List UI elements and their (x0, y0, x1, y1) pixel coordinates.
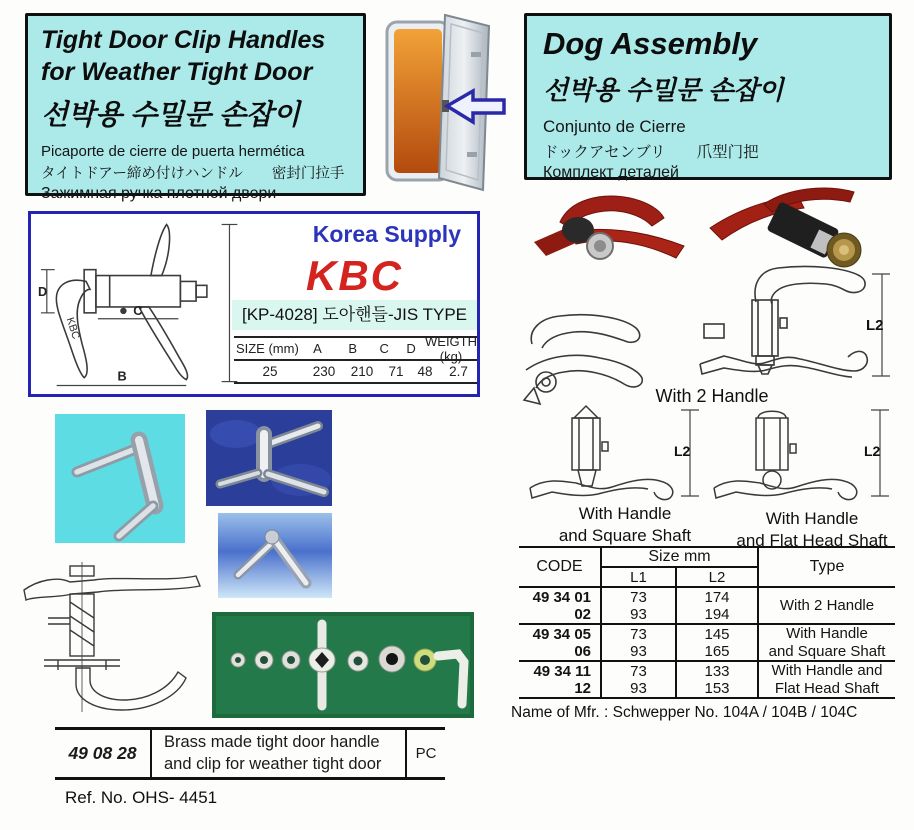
col-weight: WEIGTH (kg) (425, 333, 477, 364)
with-2-handle-drawing (694, 260, 896, 392)
table-row-l2 (677, 588, 759, 625)
table-row-code (519, 625, 602, 662)
product-photo-red-dog-1 (526, 186, 702, 270)
table-row-l1 (602, 625, 677, 662)
header-code: CODE (519, 548, 602, 588)
title-en: Dog Assembly (543, 26, 758, 61)
with-handle-flat-head-shaft-drawing (712, 404, 896, 504)
type-line2: Flat Head Shaft (774, 679, 880, 697)
title-japanese-chinese: ドックアセンブリ 爪型门把 (543, 144, 759, 161)
col-size-mm: SIZE (mm) (235, 341, 299, 356)
kbc-size-table-header (234, 333, 477, 364)
order-code-table (55, 727, 445, 780)
type-line2: and Square Shaft (768, 642, 886, 660)
val-size: 25 (262, 364, 278, 379)
model-number-strip: [KP-4028] 도아핸들-JIS TYPE (232, 300, 477, 330)
dim-label-d: D (37, 284, 48, 300)
description-line2: and clip for weather tight door (164, 754, 382, 773)
header-size-mm: Size mm (602, 548, 759, 568)
code-line2: 06 (574, 642, 591, 660)
title-en-line2: for Weather Tight Door (41, 57, 313, 86)
title-panel-clip-handles (25, 13, 366, 202)
l2-value2: 194 (704, 605, 730, 623)
clip-handle-dimension-drawing (37, 219, 255, 391)
title-korean: 선박용 수밀문 손잡이 (41, 99, 300, 130)
with-handle-square-shaft-drawing (526, 404, 706, 504)
title-russian: Зажимная ручка плотной двери (41, 185, 277, 202)
label-line1: With Handle (765, 509, 859, 528)
table-row-l2 (677, 662, 759, 699)
label-with-handle-square-shaft (540, 503, 710, 547)
l1-value2: 93 (630, 605, 647, 623)
kbc-size-table-row (234, 361, 477, 384)
col-c: C (379, 341, 389, 356)
product-photo-red-dog-2 (704, 182, 892, 272)
code-line1: 49 34 05 (532, 625, 591, 643)
dim-label-l2: L2 (674, 443, 691, 459)
handle-cross-section-drawing (18, 560, 208, 715)
door-hinge-bottom (467, 152, 477, 157)
kbc-supplier-box (28, 211, 480, 397)
col-b: B (348, 341, 357, 356)
type-line1: With Handle (786, 624, 868, 642)
table-row-l2 (677, 625, 759, 662)
table-row-l1 (602, 588, 677, 625)
door-hinge-top (471, 52, 481, 57)
table-row-code (519, 588, 602, 625)
handle-brand-engraving: KBC (63, 315, 82, 341)
l1-value2: 93 (630, 642, 647, 660)
title-spanish: Conjunto de Cierre (543, 117, 686, 136)
dim-label-l2: L2 (864, 443, 881, 459)
table-row-type (759, 625, 895, 662)
title-japanese-chinese: タイトドアー締め付けハンドル 密封门拉手 (41, 166, 345, 182)
product-photo-handle-cyan (55, 414, 185, 543)
order-unit: PC (415, 745, 437, 762)
code-line1: 49 34 01 (532, 588, 591, 606)
dim-label-c: C (133, 302, 143, 318)
val-a: 230 (312, 364, 336, 379)
title-en-line1: Tight Door Clip Handles (41, 26, 326, 54)
brand-logo-kbc: KBC (306, 252, 403, 299)
l1-value1: 73 (630, 625, 647, 643)
header-l2: L2 (677, 568, 759, 588)
code-line1: 49 34 11 (533, 662, 591, 680)
type-line1: With 2 Handle (779, 596, 875, 614)
val-d: 48 (417, 364, 433, 379)
l2-value1: 145 (704, 625, 730, 643)
title-spanish: Picaporte de cierre de puerta hermética (41, 143, 305, 160)
product-photo-handle-dark-blue (206, 410, 332, 506)
type-line1: With Handle and (771, 661, 883, 679)
table-row-code (519, 662, 602, 699)
l2-value2: 153 (704, 679, 730, 697)
table-row-type (759, 662, 895, 699)
l1-value1: 73 (630, 588, 647, 606)
supplier-name: Korea Supply (312, 221, 461, 247)
l2-value1: 174 (704, 588, 730, 606)
label-line2: and Flat Head Shaft (736, 531, 888, 551)
val-weight: 2.7 (449, 364, 468, 379)
val-b: 210 (350, 364, 374, 379)
dog-code-table (519, 546, 895, 699)
title-panel-dog-assembly (524, 13, 892, 180)
header-type: Type (759, 548, 895, 588)
l2-value2: 165 (704, 642, 730, 660)
col-d: D (406, 341, 416, 356)
door-opening (394, 29, 442, 173)
label-line2: and Square Shaft (558, 526, 692, 546)
order-code: 49 08 28 (55, 730, 152, 777)
order-description (152, 730, 407, 777)
table-row-type (759, 588, 895, 625)
title-korean: 선박용 수밀문 손잡이 (543, 75, 784, 105)
product-photo-disassembled-parts-green (212, 612, 474, 718)
kbc-size-table (234, 333, 477, 384)
label-line1: With Handle (578, 504, 672, 523)
dim-label-b: B (117, 368, 127, 384)
title-russian: Комплект деталей (543, 164, 679, 181)
weather-tight-door-photo (373, 12, 515, 200)
l2-value1: 133 (704, 662, 730, 680)
l1-value2: 93 (630, 679, 647, 697)
manufacturer-line: Name of Mfr. : Schwepper No. 104A / 104B / 104C (511, 704, 858, 721)
val-c: 71 (388, 364, 404, 379)
dim-label-l2: L2 (866, 317, 884, 334)
label-with-2-handle: With 2 Handle (655, 386, 769, 406)
product-photo-handle-blue-gradient (218, 513, 332, 598)
col-a: A (313, 341, 322, 356)
reference-number: Ref. No. OHS- 4451 (65, 788, 218, 807)
description-line1: Brass made tight door handle (164, 732, 380, 751)
l1-value1: 73 (630, 662, 647, 680)
table-row-l1 (602, 662, 677, 699)
code-line2: 02 (574, 605, 591, 623)
header-l1: L1 (602, 568, 677, 588)
code-line2: 12 (574, 679, 591, 697)
